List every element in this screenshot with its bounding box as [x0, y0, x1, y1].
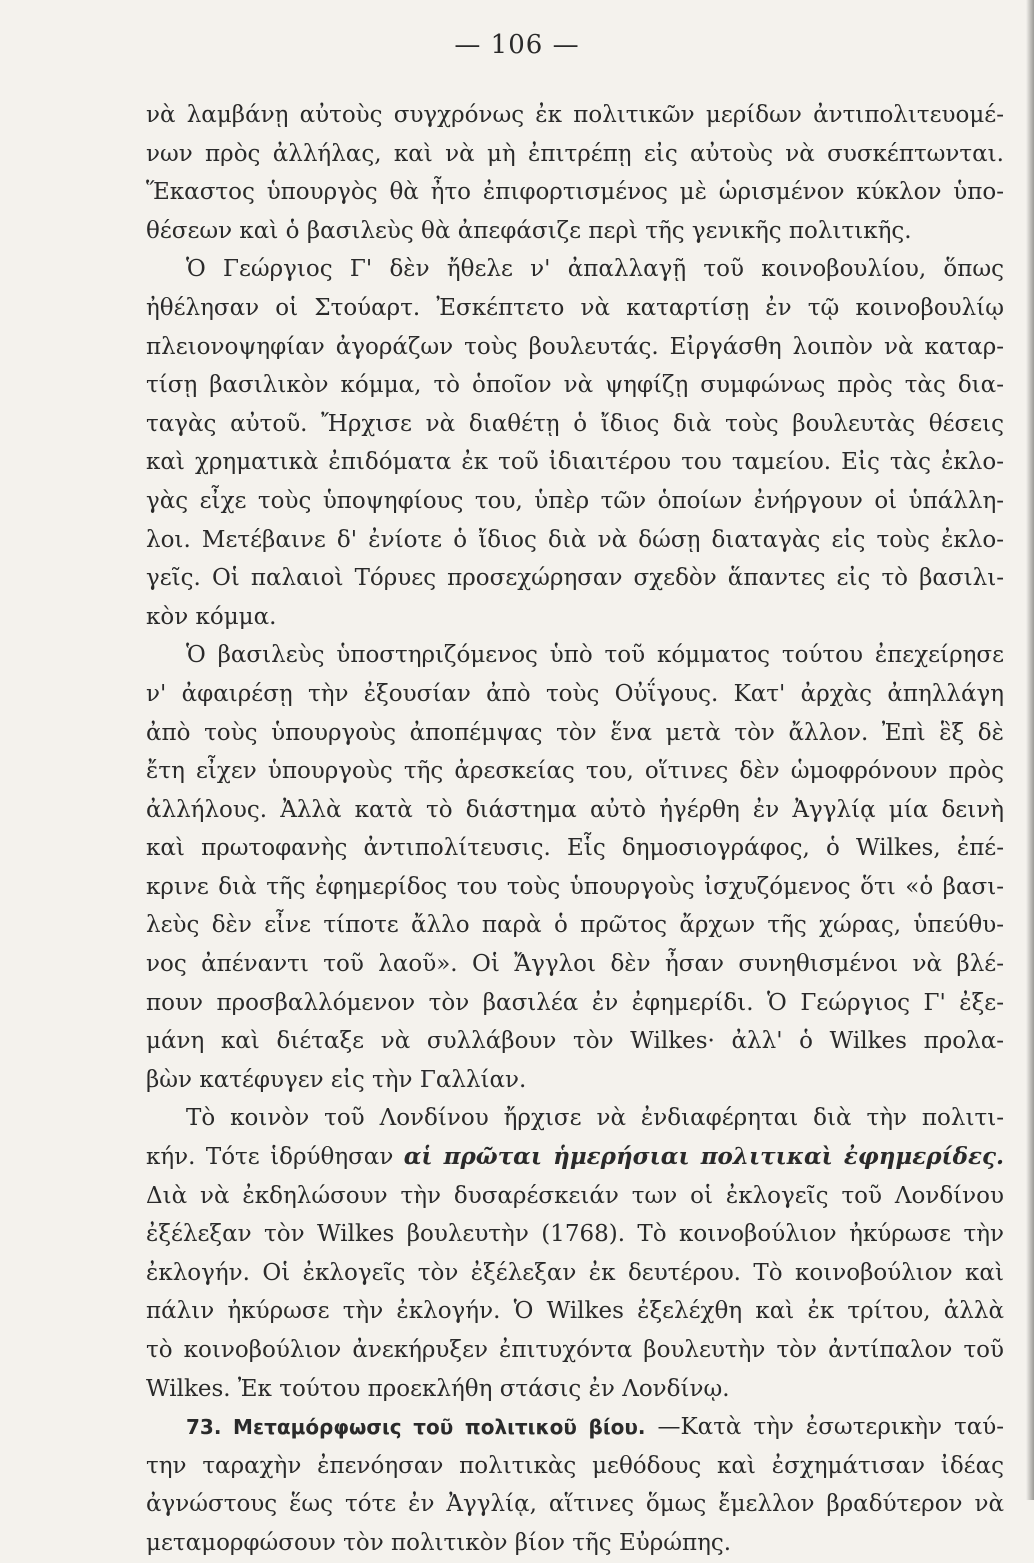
- text-line: ἐξέλεξαν τὸν Wilkes βουλευτὴν (1768). Τὸ κοινοβούλιον ἠκύρωσε τὴν: [146, 1221, 1004, 1248]
- section-title: 73. Μεταμόρφωσις τοῦ πολιτικοῦ βίου.: [186, 1415, 646, 1440]
- section-heading-line: [146, 1408, 1004, 1447]
- text-line: τὸ κοινοβούλιον ἀνεκήρυξεν ἐπιτυχόντα βουλευτὴν τὸν ἀντίπαλον τοῦ: [146, 1337, 1004, 1363]
- text-line: βὼν κατέφυγεν εἰς τὴν Γαλλίαν.: [146, 1066, 527, 1093]
- text-line: γὰς εἶχε τοὺς ὑποψηφίους του, ὑπὲρ τῶν ὁποίων ἐνήργουν οἱ ὑπάλλη-: [146, 487, 1004, 514]
- text-line: Ὁ βασιλεὺς ὑποστηριζόμενος ὑπὸ τοῦ κόμματος τούτου ἐπεχείρησε: [186, 642, 1004, 669]
- text-line: ἀπὸ τοὺς ὑπουργοὺς ἀποπέμψας τὸν ἕνα μετὰ τὸν ἄλλον. Ἐπὶ ἓξ δὲ: [146, 719, 1004, 746]
- text-line: λεὺς δὲν εἶνε τίποτε ἄλλο παρὰ ὁ πρῶτος ἄρχων τῆς χώρας, ὑπεύθυ-: [146, 912, 1004, 939]
- text-line: Ἕκαστος ὑπουργὸς θὰ ἦτο ἐπιφορτισμένος μὲ ὡρισμένον κύκλον ὑπο-: [146, 179, 1004, 206]
- text-line: κρινε διὰ τῆς ἐφημερίδος του τοὺς ὑπουργοὺς ἰσχυζόμενος ὅτι «ὁ βασι-: [146, 873, 1004, 900]
- text-line: ἀλλήλους. Ἀλλὰ κατὰ τὸ διάστημα αὐτὸ ἠγέρθη ἐν Ἀγγλίᾳ μία δεινὴ: [146, 796, 1004, 823]
- text-line: νὰ λαμβάνῃ αὐτοὺς συγχρόνως ἐκ πολιτικῶν μερίδων ἀντιπολιτευομέ-: [146, 102, 1004, 128]
- text-line: Wilkes. Ἐκ τούτου προεκλήθη στάσις ἐν Λονδίνῳ.: [146, 1375, 730, 1402]
- text-line: νων πρὸς ἀλλήλας, καὶ νὰ μὴ ἐπιτρέπῃ εἰς αὐτοὺς νὰ συσκέπτωνται.: [146, 140, 1004, 167]
- text-fragment: —Κατὰ τὴν ἐσωτερικὴν ταύ-: [657, 1414, 1004, 1441]
- page-body: [146, 96, 1004, 1563]
- text-line: ἀγνώστους ἕως τότε ἐν Ἀγγλίᾳ, αἵτινες ὅμως ἔμελλον βραδύτερον νὰ: [146, 1491, 1004, 1518]
- text-line: τίσῃ βασιλικὸν κόμμα, τὸ ὁποῖον νὰ ψηφίζῃ συμφώνως πρὸς τὰς δια-: [146, 372, 1004, 399]
- text-line: θέσεων καὶ ὁ βασιλεὺς θὰ ἀπεφάσιζε περὶ τῆς γενικῆς πολιτικῆς.: [146, 217, 912, 244]
- text-line: ταγὰς αὐτοῦ. Ἤρχισε νὰ διαθέτῃ ὁ ἴδιος διὰ τοὺς βουλευτὰς θέσεις: [146, 410, 1004, 437]
- text-line: ἠθέλησαν οἱ Στούαρτ. Ἐσκέπτετο νὰ καταρτίσῃ ἐν τῷ κοινοβουλίῳ: [146, 294, 1004, 321]
- text-line: καὶ χρηματικὰ ἐπιδόματα ἐκ τοῦ ἰδιαιτέρου του ταμείου. Εἰς τὰς ἐκλο-: [146, 449, 1004, 476]
- text-line: νος ἀπέναντι τοῦ λαοῦ». Οἱ Ἄγγλοι δὲν ἦσαν συνηθισμένοι νὰ βλέ-: [146, 951, 1004, 978]
- page-edge-shadow: [1026, 0, 1034, 1500]
- text-line: Ὁ Γεώργιος Γ' δὲν ἤθελε ν' ἀπαλλαγῇ τοῦ κοινοβουλίου, ὅπως: [186, 256, 1004, 283]
- emphasis-text: αἱ πρῶται ἡμερήσιαι πολιτικαὶ ἐφημερίδες.: [403, 1143, 1005, 1171]
- text-line: πλειονοψηφίαν ἀγοράζων τοὺς βουλευτάς. Εἰργάσθη λοιπὸν νὰ καταρ-: [146, 333, 1004, 360]
- text-line: γεῖς. Οἱ παλαιοὶ Τόρυες προσεχώρησαν σχεδὸν ἅπαντες εἰς τὸ βασιλι-: [146, 565, 1004, 592]
- text-line: πάλιν ἠκύρωσε τὴν ἐκλογήν. Ὁ Wilkes ἐξελέχθη καὶ ἐκ τρίτου, ἀλλὰ: [146, 1298, 1004, 1325]
- text-line: καὶ πρωτοφανὴς ἀντιπολίτευσις. Εἷς δημοσιογράφος, ὁ Wilkes, ἐπέ-: [146, 835, 1004, 862]
- text-line: μάνη καὶ διέταξε νὰ συλλάβουν τὸν Wilkes· ἀλλ' ὁ Wilkes προλα-: [146, 1028, 1004, 1055]
- text-line: ἔτη εἶχεν ὑπουργοὺς τῆς ἀρεσκείας του, οἵτινες δὲν ὡμοφρόνουν πρὸς: [146, 758, 1004, 785]
- text-line: πουν προσβαλλόμενον τὸν βασιλέα ἐν ἐφημερίδι. Ὁ Γεώργιος Γ' ἐξε-: [146, 989, 1004, 1016]
- text-line: λοι. Μετέβαινε δ' ἐνίοτε ὁ ἴδιος διὰ νὰ δώσῃ διαταγὰς εἰς τοὺς ἐκλο-: [146, 526, 1004, 553]
- text-line: μεταμορφώσουν τὸν πολιτικὸν βίον τῆς Εὐρώπης.: [146, 1529, 732, 1556]
- text-line: κὸν κόμμα.: [146, 603, 277, 630]
- text-line: ἐκλογήν. Οἱ ἐκλογεῖς τὸν ἐξέλεξαν ἐκ δευτέρου. Τὸ κοινοβούλιον καὶ: [146, 1259, 1004, 1286]
- text-line: την ταραχὴν ἐπενόησαν πολιτικὰς μεθόδους καὶ ἐσχημάτισαν ἰδέας: [146, 1452, 1004, 1479]
- page-number: — 106 —: [454, 30, 580, 60]
- text-fragment: κήν. Τότε ἱδρύθησαν: [146, 1144, 394, 1171]
- text-line: Διὰ νὰ ἐκδηλώσουν τὴν δυσαρέσκειάν των οἱ ἐκλογεῖς τοῦ Λονδίνου: [146, 1182, 1004, 1209]
- text-line: ν' ἀφαιρέσῃ τὴν ἐξουσίαν ἀπὸ τοὺς Οὐΐγους. Κατ' ἀρχὰς ἀπηλλάγη: [146, 680, 1004, 707]
- text-line: [146, 1138, 1004, 1177]
- text-line: Τὸ κοινὸν τοῦ Λονδίνου ἤρχισε νὰ ἐνδιαφέρηται διὰ τὴν πολιτι-: [186, 1105, 1004, 1132]
